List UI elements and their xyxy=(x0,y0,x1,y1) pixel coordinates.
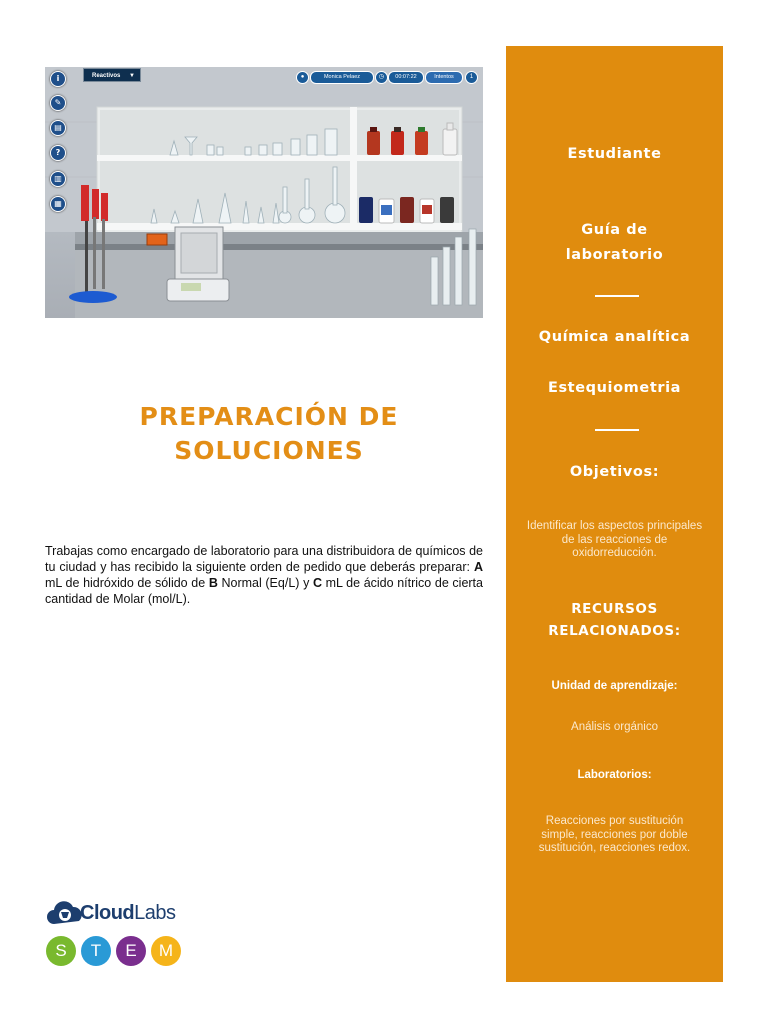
variable-c: C xyxy=(312,576,322,590)
divider xyxy=(595,429,639,431)
intro-part-2: mL de hidróxido de sólido de xyxy=(45,576,209,590)
clock-icon: ◷ xyxy=(375,71,388,84)
brand-cloud: Cloud xyxy=(80,902,135,924)
labs-text: Reacciones por sustitución simple, reacciones por doble sustitución, reacciones redox. xyxy=(538,815,691,854)
attempts-count: 1 xyxy=(465,71,478,84)
stem-m-badge: M xyxy=(151,936,181,966)
stem-s-badge: S xyxy=(46,936,76,966)
clipboard-icon[interactable]: ▤ xyxy=(50,120,66,136)
subject-heading: Química analítica xyxy=(538,329,691,345)
objectives-heading: Objetivos: xyxy=(569,464,660,480)
sidebar-panel xyxy=(506,46,723,982)
help-icon[interactable]: ? xyxy=(50,145,66,161)
cloudlabs-logo-icon xyxy=(45,900,85,930)
topic-heading: Estequiometria xyxy=(547,380,682,396)
unit-text: Análisis orgánico xyxy=(571,721,658,733)
intro-paragraph xyxy=(45,543,483,607)
title-line-2: SOLUCIONES xyxy=(174,436,364,465)
stem-e-badge: E xyxy=(116,936,146,966)
objective-text: Identificar los aspectos principales de las reacciones de oxidorreducción. xyxy=(526,520,703,559)
attempts-pill: Intentos xyxy=(425,71,463,84)
divider xyxy=(595,295,639,297)
lab-screenshot xyxy=(45,67,483,318)
calculator-icon[interactable]: ▦ xyxy=(50,196,66,212)
intro-part-4: mL de ácido nítrico de cierta cantidad de Molar (mol/L). xyxy=(45,576,483,606)
reactivos-label: Reactivos xyxy=(92,73,121,79)
chevron-down-icon: ▼ xyxy=(129,73,135,79)
info-icon[interactable]: i xyxy=(50,71,66,87)
guide-heading xyxy=(506,218,723,268)
resources-line-2: RELACIONADOS: xyxy=(548,623,681,639)
stem-t-badge: T xyxy=(81,936,111,966)
lab-scene xyxy=(45,67,483,318)
pen-icon[interactable]: ✎ xyxy=(50,95,66,111)
notebook-icon[interactable]: ▥ xyxy=(50,171,66,187)
variable-b: B xyxy=(208,576,218,590)
resources-line-1: RECURSOS xyxy=(571,601,658,617)
role-heading: Estudiante xyxy=(567,146,662,162)
labs-heading: Laboratorios: xyxy=(577,769,652,781)
user-name-pill: Monica Pelaez xyxy=(310,71,374,84)
timer-pill: 00:07:22 xyxy=(388,71,424,84)
intro-part-1: Trabajas como encargado de laboratorio para una distribuidora de químicos de tu ciudad y has recibido la siguiente orden de pedido que deberás preparar: xyxy=(45,544,483,574)
intro-part-3: Normal (Eq/L) y xyxy=(217,576,313,590)
document-title xyxy=(45,400,493,468)
guide-line-1: Guía de xyxy=(581,222,648,238)
unit-heading: Unidad de aprendizaje: xyxy=(551,680,678,692)
reactivos-dropdown[interactable] xyxy=(83,68,141,82)
user-icon: ● xyxy=(296,71,309,84)
resources-heading xyxy=(506,598,723,642)
variable-a: A xyxy=(473,560,483,574)
title-line-1: PREPARACIÓN DE xyxy=(139,402,399,431)
cloudlabs-wordmark xyxy=(80,902,176,925)
guide-line-2: laboratorio xyxy=(565,247,664,263)
brand-labs: Labs xyxy=(134,902,176,924)
